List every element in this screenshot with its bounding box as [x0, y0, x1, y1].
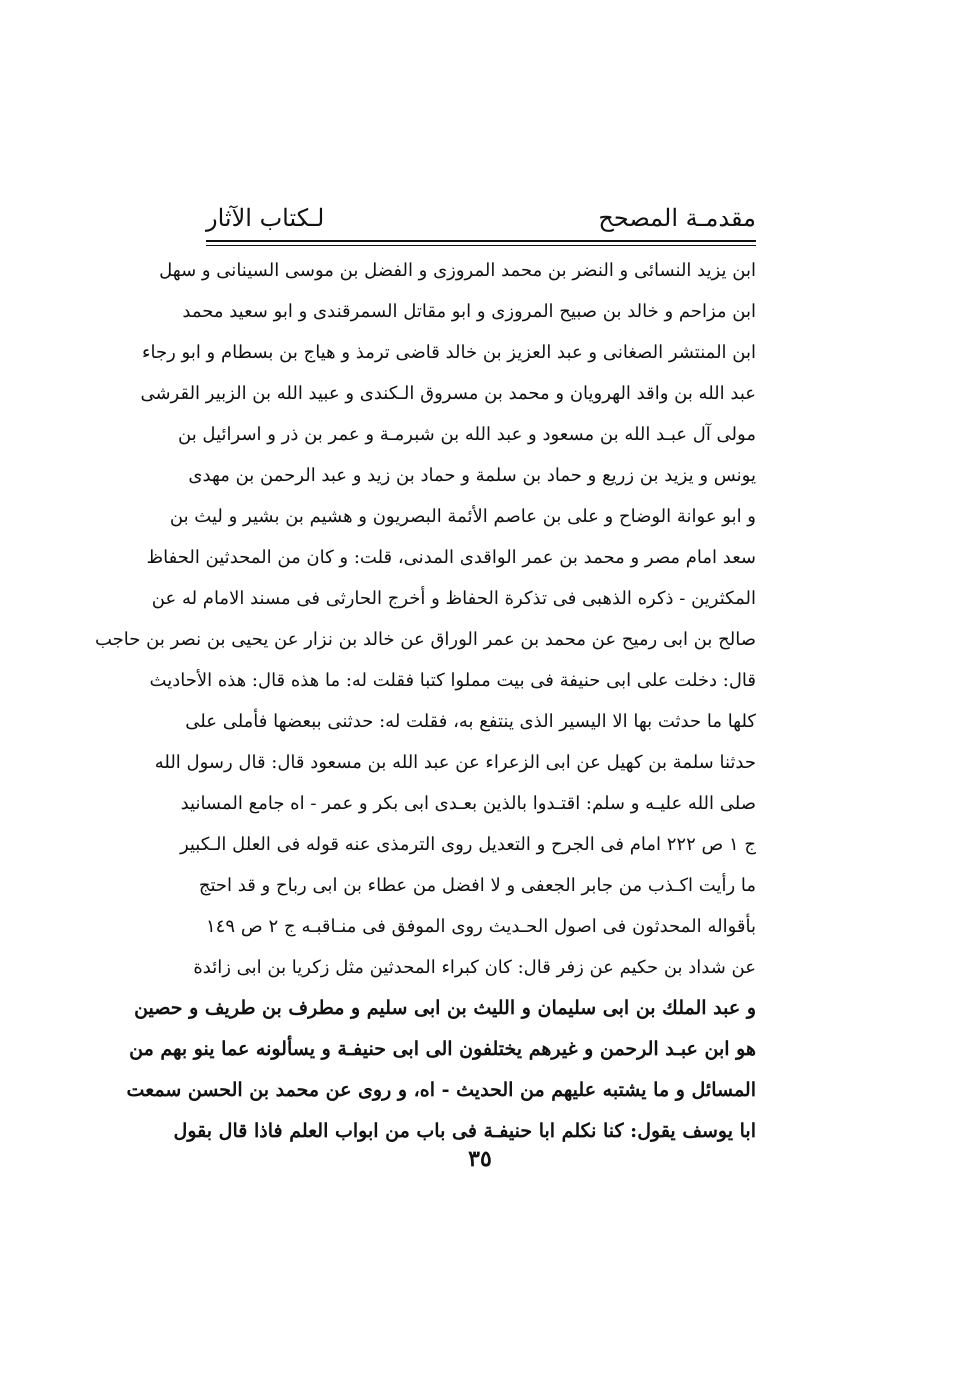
text-line: هو ابن عبـد الرحمن و غيرهم يختلفون الى ابى حنيفـة و يسألونه عما ينو بهم من: [129, 1038, 756, 1060]
text-line: ابا يوسف يقول: كنا نكلم ابا حنيفـة فى باب من ابواب العلم فاذا قال بقول: [173, 1120, 756, 1142]
body-text: [95, 250, 756, 1152]
text-line: صلى الله عليـه و سلم: اقتـدوا بالذين بعـدى ابى بكر و عمر - اه جامع المسانيد: [180, 793, 756, 814]
text-line: مولى آل عبـد الله بن مسعود و عبد الله بن شبرمـة و عمر بن ذر و اسرائيل بن: [178, 424, 756, 445]
header-rule-thin: [206, 245, 756, 246]
text-line: ابن المنتشر الصغانى و عبد العزيز بن خالد قاضى ترمذ و هياج بن بسطام و ابو رجاء: [142, 342, 756, 363]
text-line: عن شداد بن حكيم عن زفر قال: كان كبراء المحدثين مثل زكريا بن ابى زائدة: [193, 957, 756, 978]
text-line: المسائل و ما يشتبه عليهم من الحديث - اه، و روى عن محمد بن الحسن سمعت: [126, 1079, 756, 1101]
text-line: بأقواله المحدثون فى اصول الحـديث روى الموفق فى منـاقبـه ج ٢ ص ١٤٩: [206, 916, 756, 937]
running-head-left: لـكتاب الآثار: [206, 204, 325, 232]
text-line: يونس و يزيد بن زريع و حماد بن سلمة و حماد بن زيد و عبد الرحمن بن مهدى: [188, 465, 756, 486]
text-line: عبد الله بن واقد الهرويان و محمد بن مسروق الـكندى و عبيد الله بن الزبير القرشى: [140, 383, 756, 404]
text-line: قال: دخلت على ابى حنيفة فى بيت مملوا كتبا فقلت له: ما هذه قال: هذه الأحاديث: [149, 670, 756, 691]
text-line: سعد امام مصر و محمد بن عمر الواقدى المدنى، قلت: و كان من المحدثين الحفاظ: [146, 547, 756, 568]
text-line: و ابو عوانة الوضاح و على بن عاصم الأئمة البصريون و هشيم بن بشير و ليث بن: [169, 506, 756, 527]
page-number: ٣٥: [468, 1146, 492, 1172]
text-line: كلها ما حدثت بها الا اليسير الذى ينتفع به، فقلت له: حدثنى ببعضها فأملى على: [185, 711, 756, 732]
text-line: ج ١ ص ٢٢٢ امام فى الجرح و التعديل روى الترمذى عنه قوله فى العلل الـكبير: [179, 834, 756, 855]
text-line: و عبد الملك بن ابى سليمان و الليث بن ابى سليم و مطرف بن طريف و حصين: [134, 997, 756, 1019]
text-line: حدثنا سلمة بن كهيل عن ابى الزعراء عن عبد الله بن مسعود قال: قال رسول الله: [154, 752, 756, 773]
running-head: [206, 188, 756, 232]
text-line: صالح بن ابى رميح عن محمد بن عمر الوراق عن خالد بن نزار عن يحيى بن نصر بن حاجب: [95, 629, 756, 650]
text-line: المكثرين - ذكره الذهبى فى تذكرة الحفاظ و أخرج الحارثى فى مسند الامام له عن: [151, 588, 756, 609]
header-rule: [206, 240, 756, 242]
running-head-right: مقدمـة المصحح: [598, 204, 756, 232]
text-line: ما رأيت اكـذب من جابر الجعفى و لا افضل من عطاء بن ابى رباح و قد احتج: [198, 875, 756, 896]
text-line: ابن يزيد النسائى و النضر بن محمد المروزى و الفضل بن موسى السينانى و سهل: [159, 260, 756, 281]
text-line: ابن مزاحم و خالد بن صبيح المروزى و ابو مقاتل السمرقندى و ابو سعيد محمد: [182, 301, 756, 322]
